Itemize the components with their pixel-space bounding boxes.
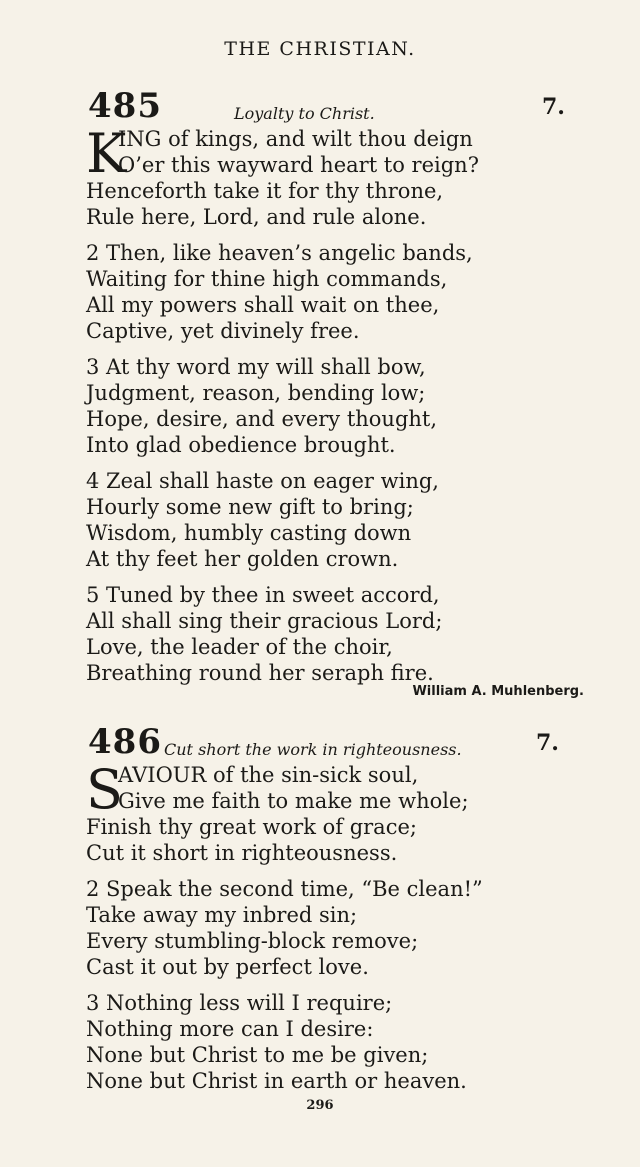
verse-line: At thy feet her golden crown.	[86, 547, 399, 571]
hymn-486	[86, 722, 576, 1094]
page-number: 296	[306, 1098, 334, 1113]
verse-line: 2 Then, like heaven’s angelic bands,	[86, 241, 473, 265]
hymn-header	[86, 722, 576, 762]
stanza-5	[86, 582, 576, 686]
verse-line: 3 At thy word my will shall bow,	[86, 355, 426, 379]
verse-line: Cut it short in righteousness.	[86, 841, 398, 865]
verse-line: Waiting for thine high commands,	[86, 267, 448, 291]
hymn-title: Loyalty to Christ.	[234, 104, 375, 123]
stanza-2	[86, 240, 576, 344]
verse-line: Captive, yet divinely free.	[86, 319, 360, 343]
stanza-3	[86, 990, 576, 1094]
verse-line: Finish thy great work of grace;	[86, 815, 417, 839]
verse-line: All shall sing their gracious Lord;	[86, 609, 443, 633]
hymn-number: 486	[88, 722, 162, 762]
hymn-title: Cut short the work in righteousness.	[164, 740, 462, 759]
stanza-3	[86, 354, 576, 458]
hymn-485	[86, 86, 584, 699]
verse-line: Give me faith to make me whole;	[118, 789, 469, 813]
verse-line: Breathing round her seraph fire.	[86, 661, 434, 685]
hymn-author: William A. Muhlenberg.	[412, 684, 584, 699]
verse-line: 2 Speak the second time, “Be clean!”	[86, 877, 483, 901]
verse-line: Into glad obedience brought.	[86, 433, 396, 457]
verse-line: 3 Nothing less will I require;	[86, 991, 393, 1015]
verse-line: 5 Tuned by thee in sweet accord,	[86, 583, 440, 607]
verse-line: O’er this wayward heart to reign?	[118, 153, 479, 177]
verse-line: All my powers shall wait on thee,	[86, 293, 440, 317]
hymn-header	[86, 86, 576, 126]
hymn-meter: 7.	[542, 94, 565, 120]
verse-line: Hope, desire, and every thought,	[86, 407, 438, 431]
verse-line: ING of kings, and wilt thou deign	[118, 127, 473, 151]
hymn-meter: 7.	[536, 730, 559, 756]
verse-line: Take away my inbred sin;	[86, 903, 358, 927]
verse-line: Henceforth take it for thy throne,	[86, 179, 444, 203]
verse-line: 4 Zeal shall haste on eager wing,	[86, 469, 439, 493]
stanza-4	[86, 468, 576, 572]
verse-line: Love, the leader of the choir,	[86, 635, 393, 659]
drop-cap: S	[86, 758, 123, 821]
verse-line: Every stumbling-block remove;	[86, 929, 419, 953]
verse-line: None but Christ to me be given;	[86, 1043, 429, 1067]
drop-cap: K	[86, 122, 127, 185]
stanza-1	[86, 122, 576, 230]
hymn-number: 485	[88, 86, 162, 126]
verse-line: Wisdom, humbly casting down	[86, 521, 412, 545]
stanza-1	[86, 758, 576, 866]
running-head: THE CHRISTIAN.	[224, 38, 416, 60]
verse-line: Rule here, Lord, and rule alone.	[86, 205, 427, 229]
verse-line: Cast it out by perfect love.	[86, 955, 369, 979]
verse-line: Nothing more can I desire:	[86, 1017, 374, 1041]
stanza-2	[86, 876, 576, 980]
verse-line: None but Christ in earth or heaven.	[86, 1069, 467, 1093]
verse-line: Judgment, reason, bending low;	[86, 381, 426, 405]
verse-line: AVIOUR of the sin-sick soul,	[118, 763, 419, 787]
verse-line: Hourly some new gift to bring;	[86, 495, 414, 519]
